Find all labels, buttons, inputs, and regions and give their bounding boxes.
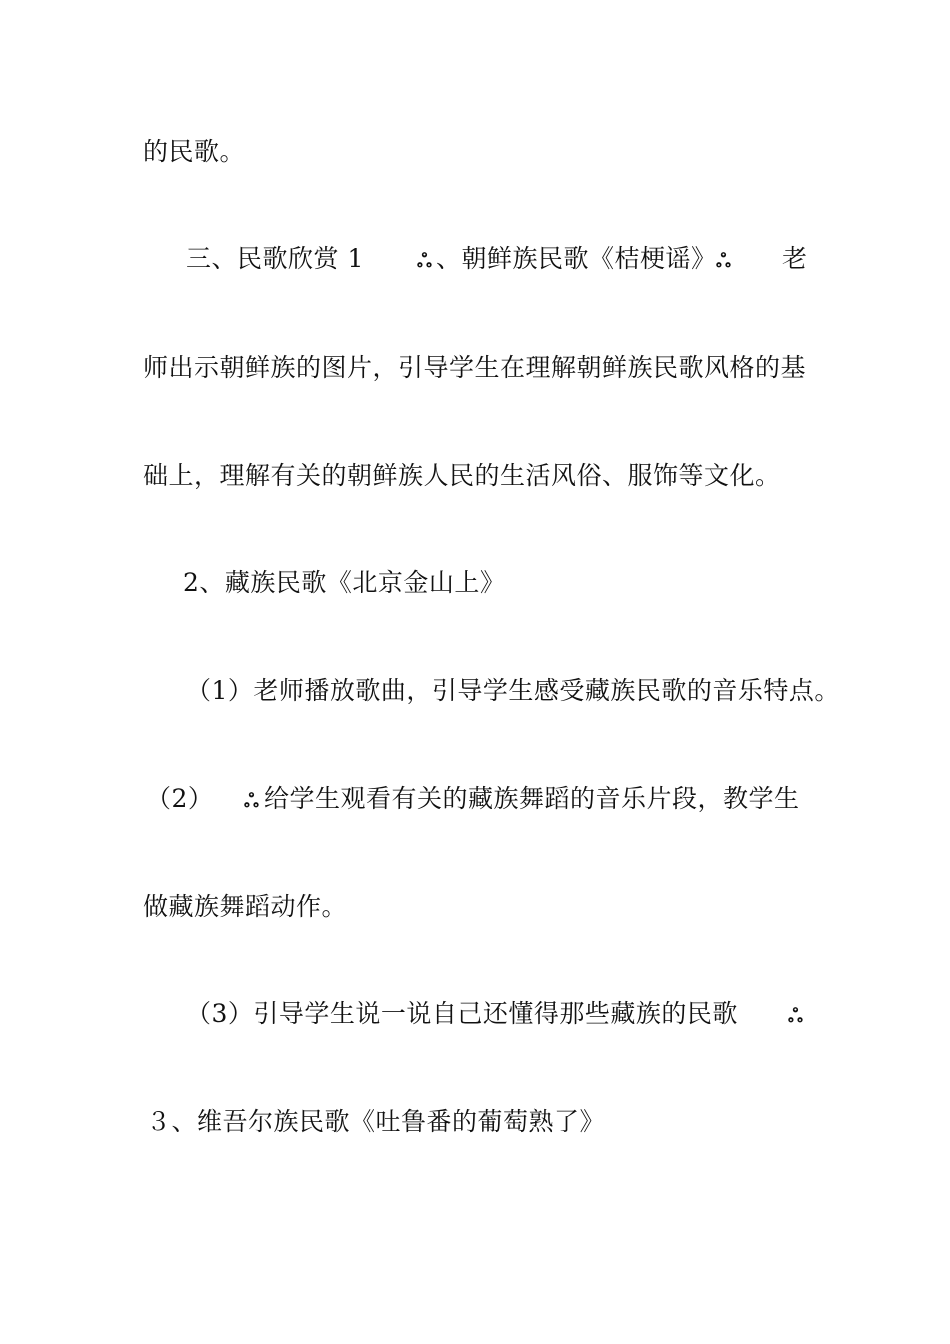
list-item-1: （1）老师播放歌曲，引导学生感受藏族民歌的音乐特点。 xyxy=(186,676,840,705)
text-korean-folk-song-title: 、朝鲜族民歌《桔梗谣》 xyxy=(436,244,717,273)
text-line-3: 师出示朝鲜族的图片，引导学生在理解朝鲜族民歌风格的基 xyxy=(143,353,807,382)
section-heading-folk-song-appreciation: 三、民歌欣赏 1 xyxy=(186,244,364,273)
subheading-uyghur-folk-song: ３、维吾尔族民歌《吐鲁番的葡萄熟了》 xyxy=(146,1107,606,1136)
list-item-3: （3）引导学生说一说自己还懂得那些藏族的民歌 xyxy=(186,999,738,1028)
text-line-1: 的民歌。 xyxy=(143,137,246,166)
decorative-glyph-icon: ஃ xyxy=(716,250,732,272)
text-line-8: 做藏族舞蹈动作。 xyxy=(143,892,348,921)
text-teacher-start: 老 xyxy=(782,244,808,273)
text-line-4: 础上，理解有关的朝鲜族人民的生活风俗、服饰等文化。 xyxy=(143,461,781,490)
subheading-tibetan-folk-song: 2、藏族民歌《北京金山上》 xyxy=(183,568,506,597)
list-item-2-number: （2） xyxy=(146,784,214,813)
list-item-2-text: 给学生观看有关的藏族舞蹈的音乐片段，教学生 xyxy=(264,784,800,813)
decorative-glyph-icon: ஃ xyxy=(417,250,433,272)
decorative-glyph-icon: ஃ xyxy=(244,790,260,812)
decorative-glyph-icon: ஃ xyxy=(788,1005,804,1027)
